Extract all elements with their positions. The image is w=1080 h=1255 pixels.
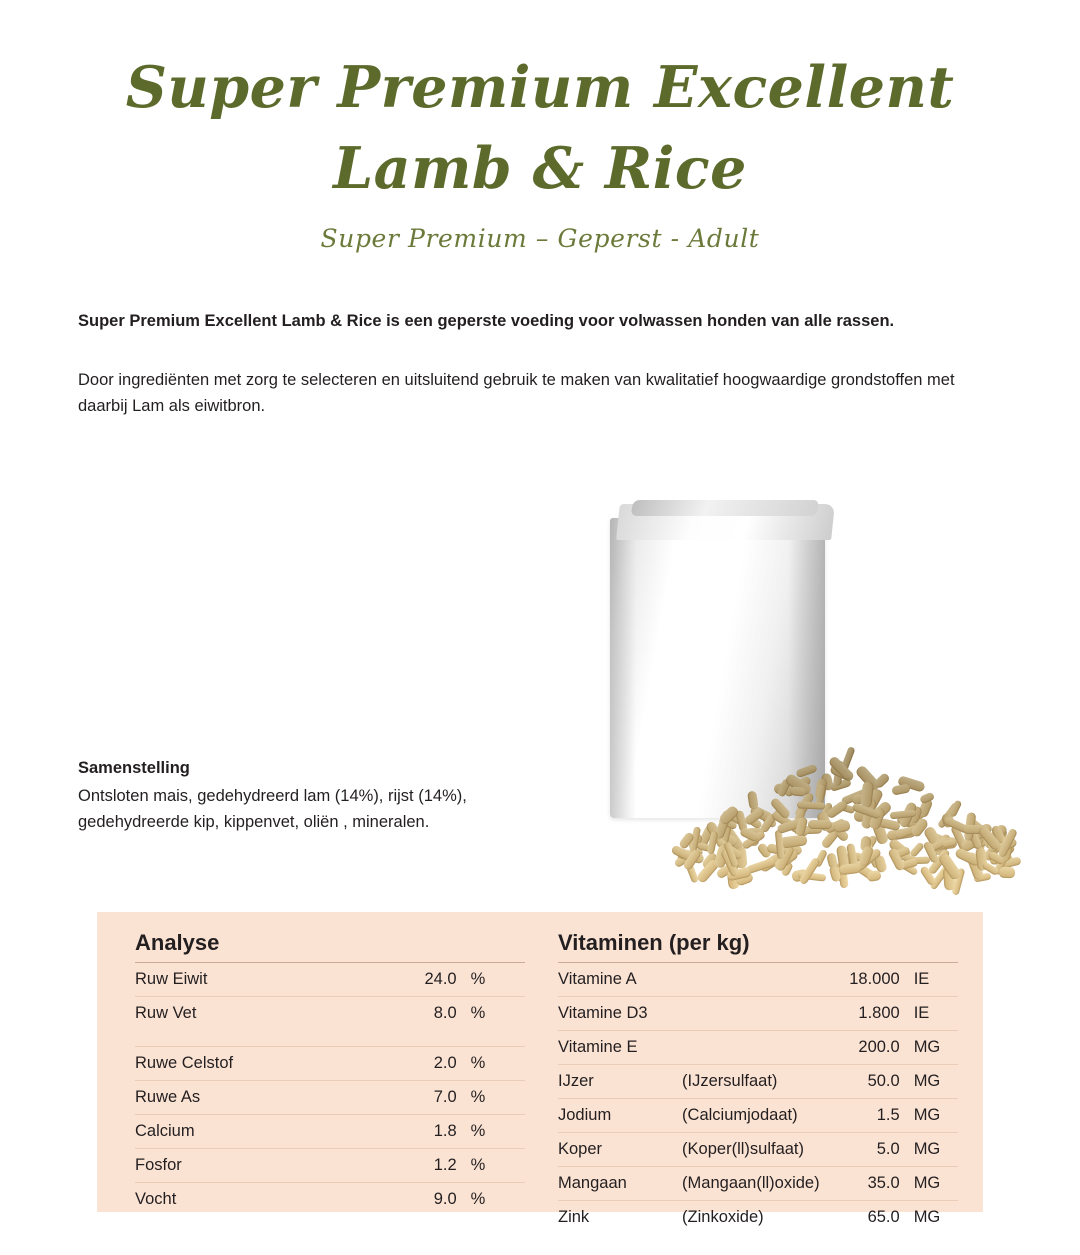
vitamin-source <box>668 997 849 1031</box>
vitamin-unit: MG <box>914 1065 958 1099</box>
vitamin-source <box>668 1031 849 1065</box>
vitamin-unit: MG <box>914 1133 958 1167</box>
vitamin-value: 1.800 <box>849 997 913 1031</box>
intro-text <box>78 309 1002 420</box>
analysis-name: Ruw Vet <box>135 997 348 1031</box>
product-subtitle: Super Premium – Geperst - Adult <box>320 223 760 253</box>
kibble-pellet <box>999 866 1015 878</box>
vitamin-name: Koper <box>558 1133 668 1167</box>
vitamin-unit: IE <box>914 963 958 997</box>
vitamin-name: Mangaan <box>558 1167 668 1201</box>
table-row <box>558 1065 958 1099</box>
analysis-name: Ruwe As <box>135 1081 348 1115</box>
bag-fold <box>631 500 820 516</box>
vitamin-source: (Calciumjodaat) <box>668 1099 849 1133</box>
vitamin-source <box>668 963 849 997</box>
kibble-pellet <box>833 820 850 834</box>
analysis-value: 2.0 <box>348 1047 471 1081</box>
table-row <box>135 997 525 1031</box>
table-row <box>558 1133 958 1167</box>
analysis-value: 24.0 <box>348 963 471 997</box>
analysis-unit: % <box>471 1047 525 1081</box>
kibble-pellet <box>789 786 806 797</box>
analysis-table <box>135 962 525 1216</box>
vitamin-source: (Zinkoxide) <box>668 1201 849 1235</box>
analysis-unit: % <box>471 1149 525 1183</box>
vitamin-source: (IJzersulfaat) <box>668 1065 849 1099</box>
product-header <box>0 0 1080 253</box>
vitamin-unit: MG <box>914 1099 958 1133</box>
table-row <box>135 1115 525 1149</box>
vitamin-source: (Mangaan(ll)oxide) <box>668 1167 849 1201</box>
nutrition-panel <box>97 912 983 1226</box>
intro-body: Door ingrediënten met zorg te selecteren en uitsluitend gebruik te maken van kwalitatief hoogwaardige grondstoffen met daarbij Lam als eiwitbron. <box>78 371 955 415</box>
spacer-cell <box>135 1030 525 1047</box>
composition-line-2: gedehydreerde kip, kippenvet, oliën , mineralen. <box>78 813 430 832</box>
vitamin-name: Jodium <box>558 1099 668 1133</box>
vitamin-name: Zink <box>558 1201 668 1235</box>
vitamins-column <box>558 912 958 1226</box>
analysis-value: 8.0 <box>348 997 471 1031</box>
table-row <box>135 1047 525 1081</box>
composition-line-1: Ontsloten mais, gedehydreerd lam (14%), rijst (14%), <box>78 787 467 806</box>
vitamin-value: 18.000 <box>849 963 913 997</box>
kibble-pellet <box>808 819 832 828</box>
kibble-pellet <box>866 870 882 883</box>
vitamin-unit: MG <box>914 1031 958 1065</box>
analysis-heading: Analyse <box>135 930 220 955</box>
vitamin-name: Vitamine A <box>558 963 668 997</box>
table-row <box>135 963 525 997</box>
intro-lead: Super Premium Excellent Lamb & Rice is een geperste voeding voor volwassen honden van alle rassen. <box>78 311 895 330</box>
bag-left-shade <box>610 518 636 818</box>
analysis-name: Ruw Eiwit <box>135 963 348 997</box>
vitamin-unit: MG <box>914 1167 958 1201</box>
table-row <box>558 963 958 997</box>
table-row-spacer <box>135 1030 525 1047</box>
product-title-line-1: Super Premium Excellent <box>125 54 955 121</box>
analysis-unit: % <box>471 1115 525 1149</box>
table-row <box>558 997 958 1031</box>
kibble-pellet <box>892 783 911 796</box>
vitamin-name: Vitamine E <box>558 1031 668 1065</box>
analysis-value: 9.0 <box>348 1183 471 1217</box>
analysis-name: Vocht <box>135 1183 348 1217</box>
composition-heading: Samenstelling <box>78 759 190 777</box>
analysis-value: 7.0 <box>348 1081 471 1115</box>
product-image <box>560 500 1020 890</box>
vitamin-name: IJzer <box>558 1065 668 1099</box>
vitamin-value: 200.0 <box>849 1031 913 1065</box>
kibble-pile-icon <box>678 746 1018 882</box>
table-row <box>135 1081 525 1115</box>
analysis-column <box>135 912 525 1212</box>
table-row <box>558 1167 958 1201</box>
vitamins-heading: Vitaminen (per kg) <box>558 930 750 955</box>
vitamin-value: 35.0 <box>849 1167 913 1201</box>
analysis-name: Ruwe Celstof <box>135 1047 348 1081</box>
vitamin-name: Vitamine D3 <box>558 997 668 1031</box>
composition-block <box>78 755 508 835</box>
vitamin-unit: IE <box>914 997 958 1031</box>
kibble-pellet <box>948 800 962 819</box>
analysis-value: 1.2 <box>348 1149 471 1183</box>
table-row <box>558 1201 958 1235</box>
kibble-pellet <box>838 863 861 876</box>
vitamin-value: 5.0 <box>849 1133 913 1167</box>
vitamins-table <box>558 962 958 1234</box>
analysis-name: Fosfor <box>135 1149 348 1183</box>
vitamin-value: 65.0 <box>849 1201 913 1235</box>
table-row <box>135 1183 525 1217</box>
analysis-unit: % <box>471 963 525 997</box>
table-row <box>558 1099 958 1133</box>
product-title-line-2: Lamb & Rice <box>333 134 747 202</box>
analysis-unit: % <box>471 1183 525 1217</box>
analysis-unit: % <box>471 1081 525 1115</box>
table-row <box>558 1031 958 1065</box>
vitamin-source: (Koper(ll)sulfaat) <box>668 1133 849 1167</box>
analysis-name: Calcium <box>135 1115 348 1149</box>
table-row <box>135 1149 525 1183</box>
analysis-unit: % <box>471 997 525 1031</box>
vitamin-value: 50.0 <box>849 1065 913 1099</box>
analysis-value: 1.8 <box>348 1115 471 1149</box>
vitamin-value: 1.5 <box>849 1099 913 1133</box>
vitamin-unit: MG <box>914 1201 958 1235</box>
